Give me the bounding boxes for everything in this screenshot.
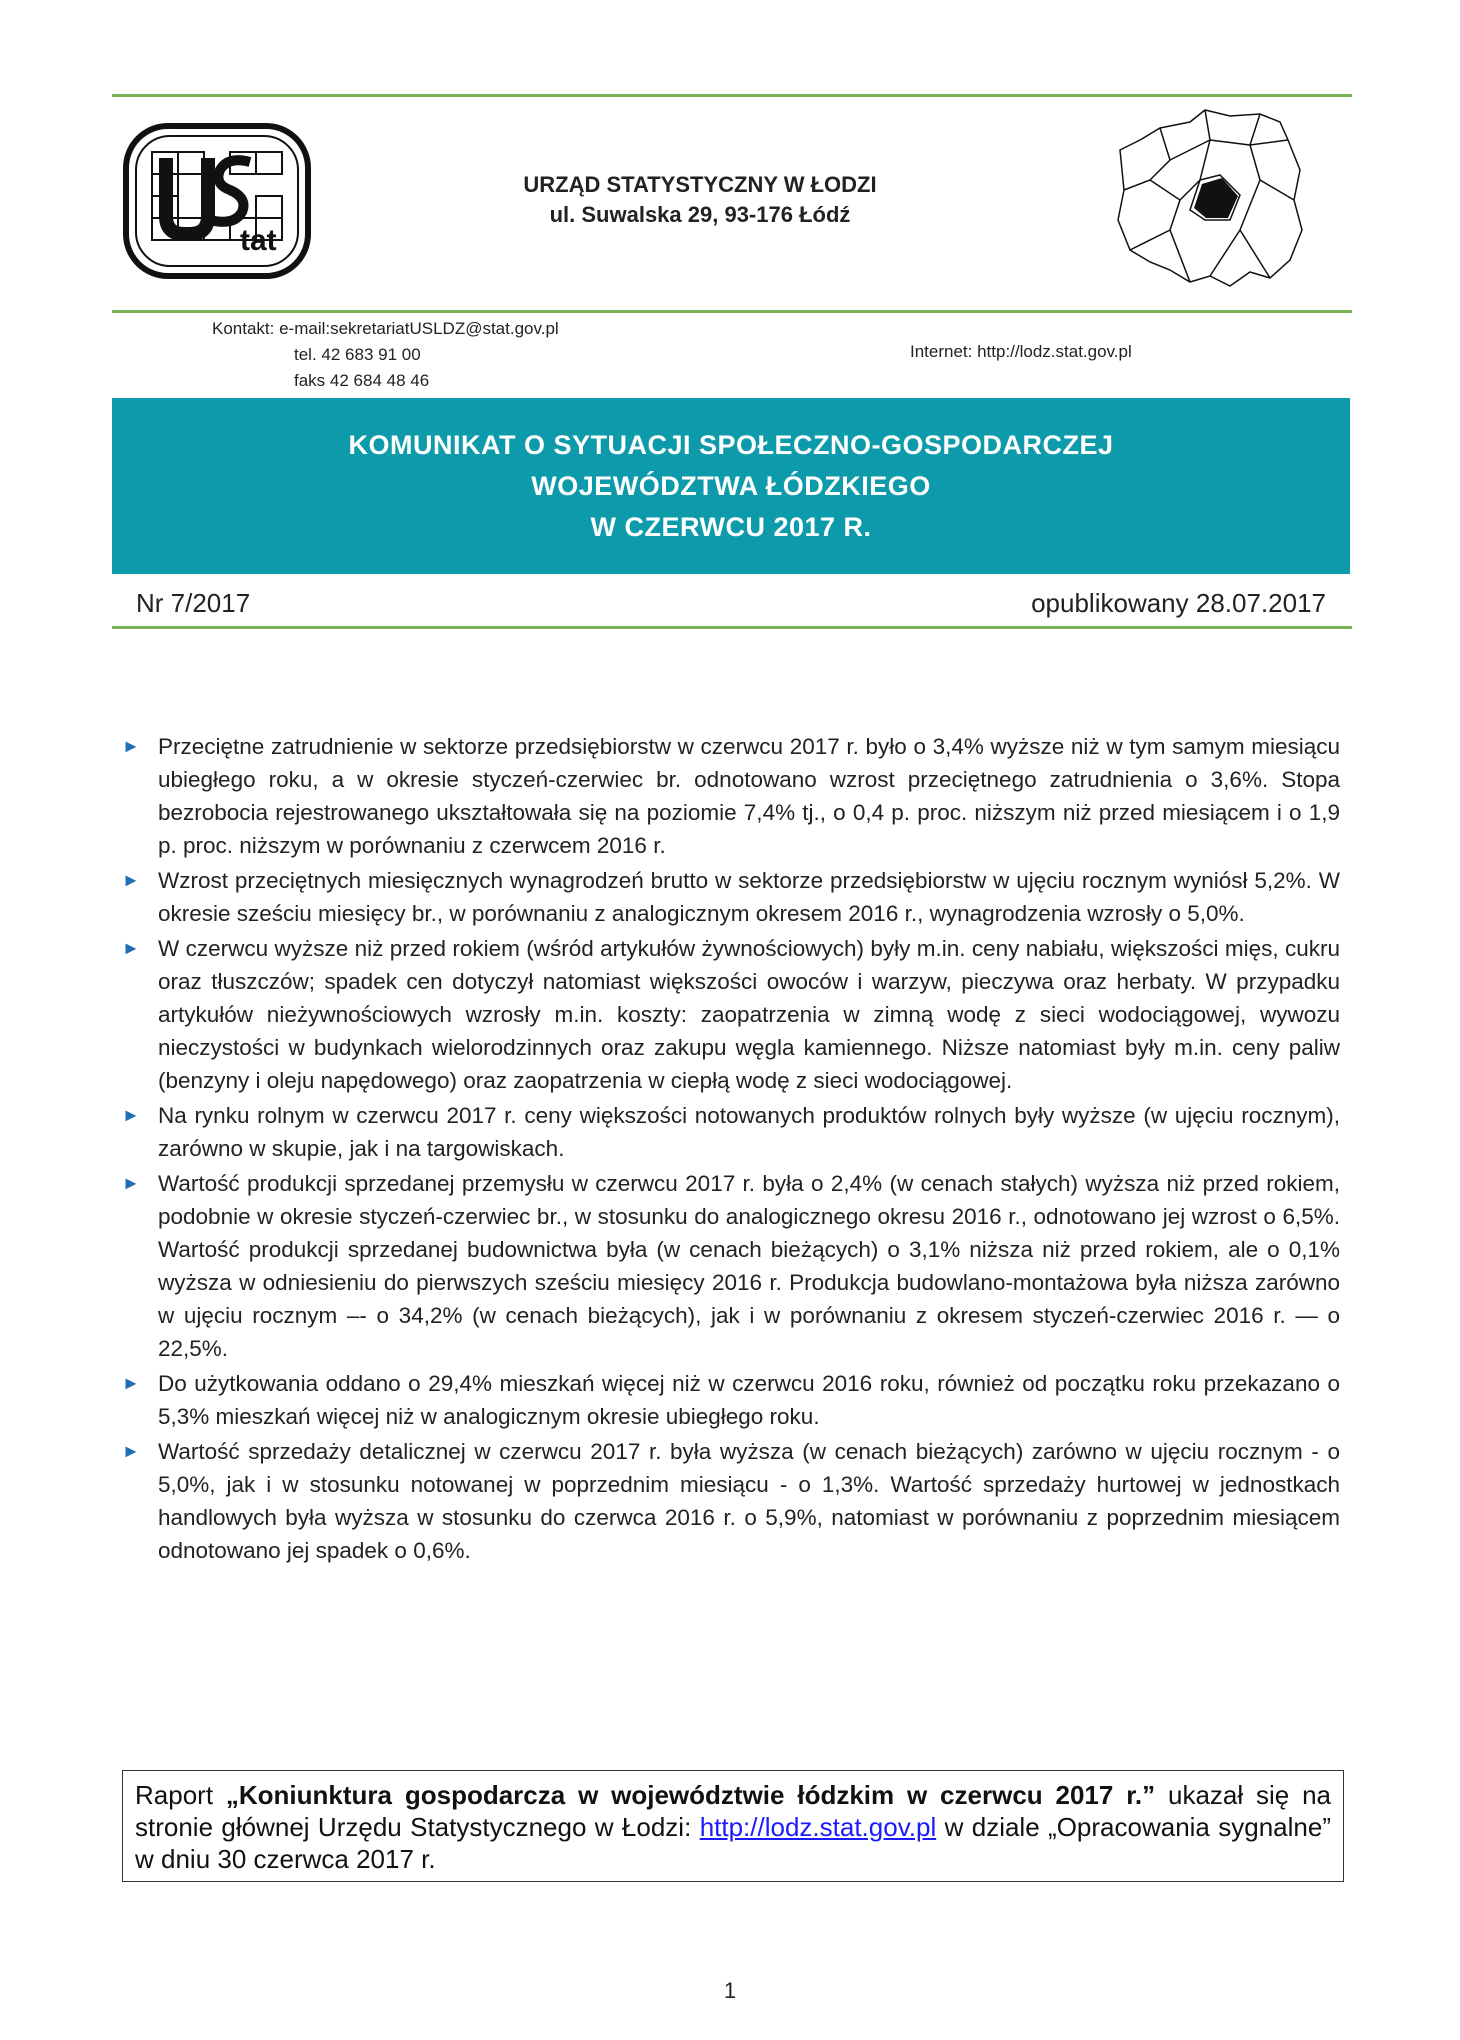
meta-rule: [112, 626, 1352, 629]
list-item-text: Do użytkowania oddano o 29,4% mieszkań więcej niż w czerwcu 2016 roku, również od początku roku przekazano o 5,3% mieszkań więcej niż w analogicznym okresie ubiegłego roku.: [158, 1371, 1340, 1429]
poland-voivodeships-map-icon: [1110, 100, 1310, 292]
list-item: [122, 730, 1340, 862]
contact-block: [212, 316, 559, 394]
page-number: 1: [723, 1978, 737, 2003]
contact-fax: faks 42 684 48 46: [294, 371, 430, 390]
report-prefix: Raport: [135, 1780, 226, 1810]
arrow-bullet-icon: ►: [122, 938, 140, 958]
list-item-text: Wartość produkcji sprzedanej przemysłu w czerwcu 2017 r. była o 2,4% (w cenach stałych) wyższa niż przed rokiem, podobnie w okresie styczeń-czerwiec br., w stosunku do analogicznego okresu 2016 r., odnotowano jej wzrost o 6,5%. Wartość produkcji sprzedanej budownictwa była (w cenach bieżących) o 3,1% niższa niż przed rokiem, ale o 0,1% wyższa w odniesieniu do pierwszych sześciu miesięcy 2016 r. Produkcja budowlano-montażowa była niższa zarówno w ujęciu rocznym –- o 34,2% (w cenach bieżących), jak i w porównaniu z okresem styczeń-czerwiec 2016 r. — o 22,5%.: [158, 1171, 1340, 1361]
list-item: [122, 1435, 1340, 1567]
arrow-bullet-icon: ►: [122, 1373, 140, 1393]
office-name-block: [380, 170, 1020, 230]
arrow-bullet-icon: ►: [122, 1441, 140, 1461]
ustat-logo: [122, 122, 312, 280]
list-item: [122, 932, 1340, 1097]
list-item-text: Przeciętne zatrudnienie w sektorze przedsiębiorstw w czerwcu 2017 r. było o 3,4% wyższe niż w tym samym miesiącu ubiegłego roku, a w okresie styczeń-czerwiec br. odnotowano wzrost przeciętnego zatrudnienia o 3,6%. Stopa bezrobocia rejestrowanego ukształtowała się na poziomie 7,4% tj., o 0,4 p. proc. niższym niż przed miesiącem i o 1,9 p. proc. niższym w porównaniu z czerwcem 2016 r.: [158, 734, 1340, 858]
contact-tel: tel. 42 683 91 00: [294, 345, 421, 364]
header-bottom-rule: [112, 310, 1352, 313]
report-link[interactable]: http://lodz.stat.gov.pl: [699, 1812, 937, 1842]
arrow-bullet-icon: ►: [122, 1105, 140, 1125]
office-name: URZĄD STATYSTYCZNY W ŁODZI: [523, 172, 877, 197]
list-item: [122, 864, 1340, 930]
issue-number: Nr 7/2017: [136, 588, 251, 618]
list-item-text: Wartość sprzedaży detalicznej w czerwcu 2017 r. była wyższa (w cenach bieżących) zarówno w ujęciu rocznym - o 5,0%, jak i w stosunku notowanej w poprzednim miesiącu - o 1,3%. Wartość sprzedaży hurtowej w jednostkach handlowych była wyższa w stosunku do czerwca 2016 r. o 5,9%, natomiast w porównaniu z poprzednim miesiącem odnotowano jej spadek o 0,6%.: [158, 1439, 1340, 1563]
summary-list: [122, 730, 1340, 1569]
list-item: [122, 1167, 1340, 1365]
list-item-text: W czerwcu wyższe niż przed rokiem (wśród artykułów żywnościowych) były m.in. ceny nabiału, większości mięs, cukru oraz tłuszczów; spadek cen dotyczył natomiast większości owoców i warzyw, pieczywa oraz herbaty. W przypadku artykułów nieżywnościowych wzrosły m.in. koszty: zaopatrzenia w zimną wodę z sieci wodociągowej, wywozu nieczystości w budynkach wielorodzinnych oraz zakupu węgla kamiennego. Niższe natomiast były m.in. ceny paliw (benzyny i oleju napędowego) oraz zaopatrzenia w ciepłą wodę z sieci wodociągowej.: [158, 936, 1340, 1093]
list-item-text: Wzrost przeciętnych miesięcznych wynagrodzeń brutto w sektorze przedsiębiorstw w ujęciu rocznym wyniósł 5,2%. W okresie sześciu miesięcy br., w porównaniu z analogicznym okresem 2016 r., wynagrodzenia wzrosły o 5,0%.: [158, 868, 1340, 926]
list-item: [122, 1099, 1340, 1165]
banner-line-2: WOJEWÓDZTWA ŁÓDZKIEGO: [531, 470, 931, 501]
arrow-bullet-icon: ►: [122, 736, 140, 756]
contact-internet: Internet: http://lodz.stat.gov.pl: [910, 342, 1132, 361]
report-suffix: w dziale „Opracowania sygnalne” w dniu 30 czerwca 2017 r.: [135, 1812, 1331, 1874]
report-title: „Koniunktura gospodarcza w województwie łódzkim w czerwcu 2017 r.”: [225, 1780, 1156, 1810]
title-banner: [112, 398, 1350, 574]
list-item: [122, 1367, 1340, 1433]
contact-email: Kontakt: e-mail:sekretariatUSLDZ@stat.gov.pl: [212, 319, 559, 338]
arrow-bullet-icon: ►: [122, 1173, 140, 1193]
report-notice-box: [122, 1770, 1344, 1882]
list-item-text: Na rynku rolnym w czerwcu 2017 r. ceny większości notowanych produktów rolnych były wyższe (w ujęciu rocznym), zarówno w skupie, jak i na targowiskach.: [158, 1103, 1340, 1161]
office-address: ul. Suwalska 29, 93-176 Łódź: [549, 202, 851, 227]
svg-text:tat: tat: [240, 224, 277, 257]
header-top-rule: [112, 94, 1352, 97]
banner-line-1: KOMUNIKAT O SYTUACJI SPOŁECZNO-GOSPODARCZEJ: [348, 429, 1114, 460]
report-mid: ukazał się na stronie głównej Urzędu Statystycznego w Łodzi:: [135, 1780, 1331, 1842]
arrow-bullet-icon: ►: [122, 870, 140, 890]
banner-line-3: W CZERWCU 2017 R.: [590, 511, 872, 542]
publication-date: opublikowany 28.07.2017: [1031, 588, 1326, 618]
